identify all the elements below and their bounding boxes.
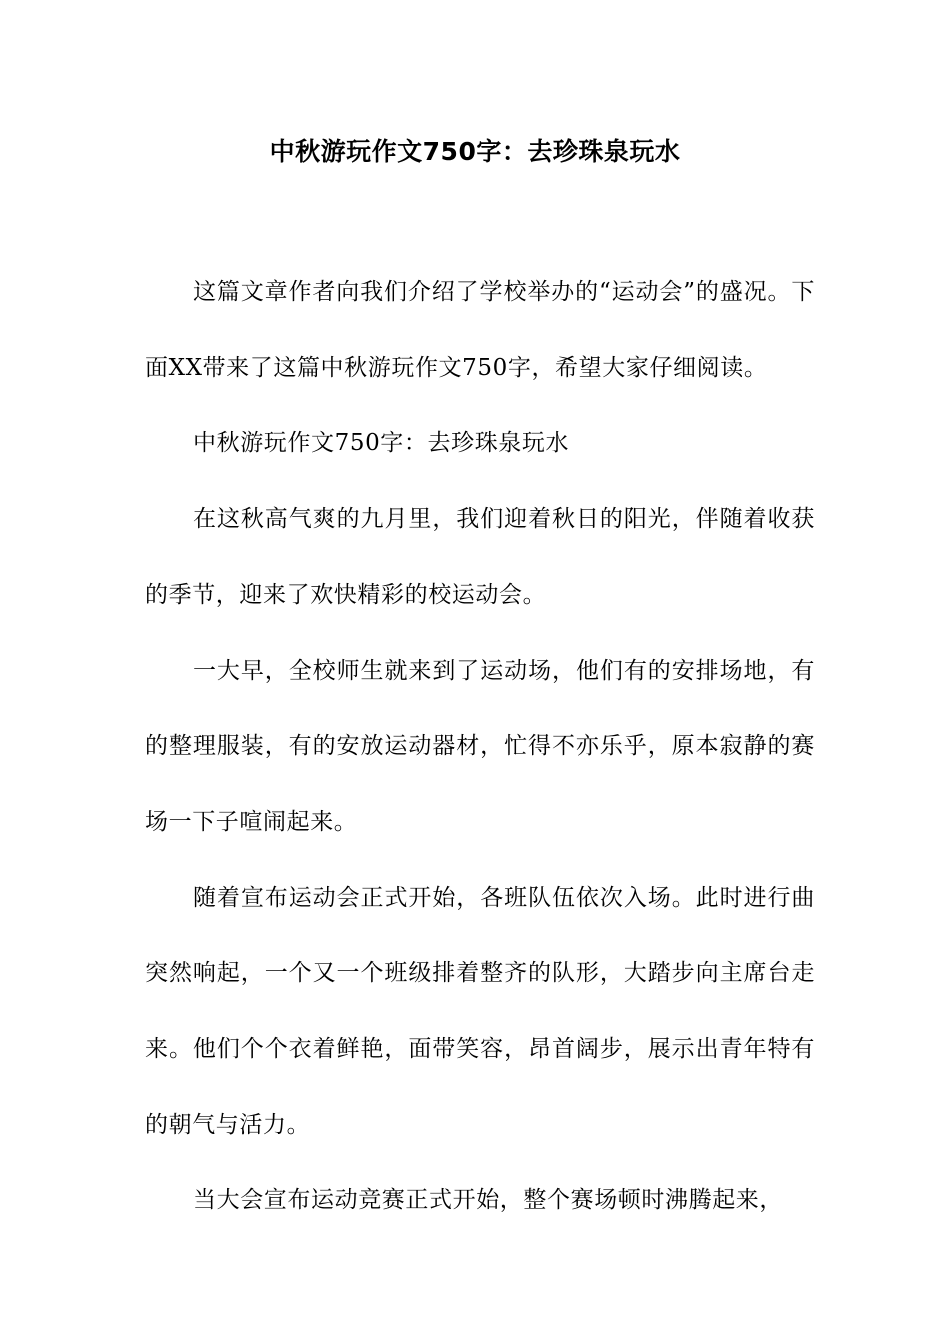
document-title: 中秋游玩作文750字：去珍珠泉玩水: [269, 137, 681, 166]
paragraph: 在这秋高气爽的九月里，我们迎着秋日的阳光，伴随着收获的季节，迎来了欢快精彩的校运动会。: [145, 506, 815, 608]
paragraph: 中秋游玩作文750字：去珍珠泉玩水: [193, 430, 570, 457]
paragraph: 一大早，全校师生就来到了运动场，他们有的安排场地，有的整理服装，有的安放运动器材，忙得不亦乐乎，原本寂静的赛场一下子喧闹起来。: [145, 657, 815, 835]
paragraph: 当大会宣布运动竞赛正式开始，整个赛场顿时沸腾起来，: [193, 1187, 783, 1214]
document-body: [145, 255, 815, 1239]
paragraph: 随着宣布运动会正式开始，各班队伍依次入场。此时进行曲突然响起，一个又一个班级排着整齐的队形，大踏步向主席台走来。他们个个衣着鲜艳，面带笑容，昂首阔步，展示出青年特有的朝气与活力。: [145, 884, 815, 1138]
paragraph: 这篇文章作者向我们介绍了学校举办的“运动会”的盛况。下面XX带来了这篇中秋游玩作文750字，希望大家仔细阅读。: [145, 279, 815, 381]
